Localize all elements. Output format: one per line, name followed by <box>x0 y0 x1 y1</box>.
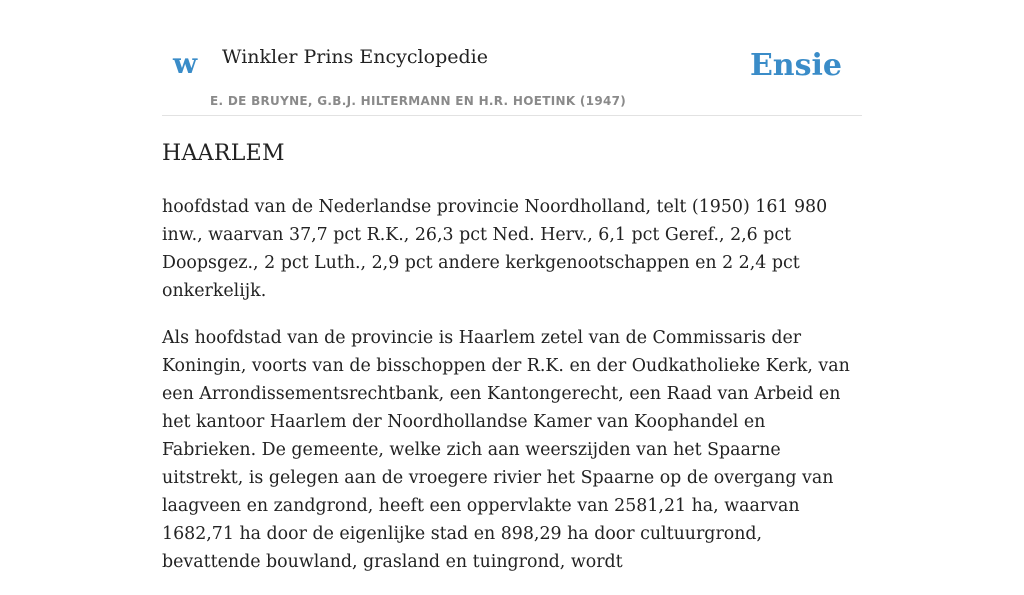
article-paragraph: hoofdstad van de Nederlandse provincie Noordholland, telt (1950) 161 980 inw., waarvan 37,7 pct R.K., 26,3 pct Ned. Herv., 6,1 pct Geref., 2,6 pct Doopsgez., 2 pct Luth., 2,9 pct andere kerkgenootschappen en 2 2,4 pct onkerkelijk. <box>162 196 828 301</box>
encyclopedia-title[interactable]: Winkler Prins Encyclopedie <box>222 46 488 68</box>
article-title: HAARLEM <box>162 141 285 166</box>
article <box>162 140 862 595</box>
site-header <box>162 0 862 116</box>
ensie-logo[interactable]: Ensie <box>749 48 842 83</box>
encyclopedia-authors: E. DE BRUYNE, G.B.J. HILTERMANN EN H.R. HOETINK (1947) <box>210 94 627 108</box>
winkler-prins-logo-icon[interactable]: w <box>173 47 198 80</box>
article-paragraph: Als hoofdstad van de provincie is Haarlem zetel van de Commissaris der Koningin, voorts van de bisschoppen der R.K. en der Oudkatholieke Kerk, van een Arrondissementsrechtbank, een Kantongerecht, een Raad van Arbeid en het kantoor Haarlem der Noordhollandse Kamer van Koophandel en Fabrieken. De gemeente, welke zich aan weerszijden van het Spaarne uitstrekt, is gelegen aan de vroegere rivier het Spaarne op de overgang van laagveen en zandgrond, heeft een oppervlakte van 2581,21 ha, waarvan 1682,71 ha door de eigenlijke stad en 898,29 ha door cultuurgrond, bevattende bouwland, grasland en tuingrond, wordt <box>162 327 850 572</box>
